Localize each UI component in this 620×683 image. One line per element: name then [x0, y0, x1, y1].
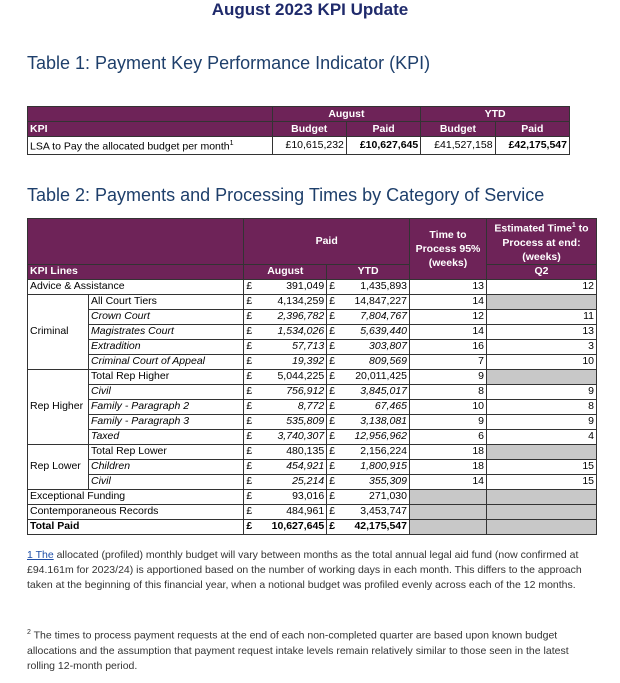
paid-header: Paid [244, 219, 410, 265]
row-label: Civil [89, 384, 244, 399]
footnote-1: 1 The allocated (profiled) monthly budget will vary between months as the total annual legal aid fund (now confirmed at £94.161m for 2023/24) is apportioned based on the number of working days in each month. This differs to the approach taken at the beginning of this financial year, when a notional budget was profiled evenly across each of the 12 months. [27, 549, 582, 591]
row-label: Advice & Assistance [28, 279, 244, 294]
amount: 2,396,782 [277, 310, 325, 322]
kpi-lines-header-blank [28, 219, 244, 265]
august-paid-value: £10,627,645 [346, 137, 420, 155]
currency-symbol: £ [246, 325, 253, 337]
amount: 10,627,645 [271, 520, 325, 532]
august-value [244, 444, 327, 459]
currency-symbol: £ [329, 520, 336, 532]
august-value [244, 294, 327, 309]
currency-symbol: £ [246, 385, 253, 397]
kpi-lines-header: KPI Lines [28, 264, 244, 279]
amount: 4,134,259 [277, 295, 325, 307]
kpi-table [27, 106, 570, 155]
row-label: Total Rep Lower [89, 444, 244, 459]
time-to-process-value: 16 [410, 339, 487, 354]
currency-symbol: £ [246, 520, 253, 532]
amount: 1,435,893 [360, 280, 407, 292]
table-row [28, 369, 597, 384]
ytd-value [327, 279, 410, 294]
august-value [244, 339, 327, 354]
amount: 303,807 [369, 340, 407, 352]
ytd-budget-value: £41,527,158 [421, 137, 495, 155]
estimated-time-value: 9 [487, 414, 597, 429]
estimated-time-value: 11 [487, 309, 597, 324]
row-label: All Court Tiers [89, 294, 244, 309]
ytd-value [327, 474, 410, 489]
ytd-paid-header: Paid [495, 122, 569, 137]
august-value [244, 399, 327, 414]
currency-symbol: £ [329, 280, 336, 292]
estimated-time-value [487, 504, 597, 519]
ytd-value [327, 519, 410, 534]
ytd-value [327, 429, 410, 444]
estimated-time-value [487, 444, 597, 459]
august-paid-header: Paid [346, 122, 420, 137]
ytd-value [327, 384, 410, 399]
table-row [28, 444, 597, 459]
ytd-header: YTD [327, 264, 410, 279]
august-value [244, 384, 327, 399]
ytd-value [327, 294, 410, 309]
currency-symbol: £ [246, 415, 253, 427]
august-header: August [244, 264, 327, 279]
ytd-value [327, 459, 410, 474]
currency-symbol: £ [329, 340, 336, 352]
table-row [28, 294, 597, 309]
amount: 355,309 [369, 475, 407, 487]
table-row [28, 474, 597, 489]
row-label: Taxed [89, 429, 244, 444]
currency-symbol: £ [246, 355, 253, 367]
currency-symbol: £ [329, 460, 336, 472]
time-to-process-value: 8 [410, 384, 487, 399]
row-label: Magistrates Court [89, 324, 244, 339]
time-to-process-value: 14 [410, 294, 487, 309]
estimated-time-value: 4 [487, 429, 597, 444]
currency-symbol: £ [329, 505, 336, 517]
amount: 5,639,440 [360, 325, 407, 337]
row-label: Total Rep Higher [89, 369, 244, 384]
row-group-label: Rep Higher [28, 369, 89, 444]
estimated-time-value [487, 294, 597, 309]
page-title: August 2023 KPI Update [211, 0, 409, 19]
time-to-process-value: 14 [410, 474, 487, 489]
estimated-time-value: 10 [487, 354, 597, 369]
currency-symbol: £ [246, 280, 253, 292]
row-label: Total Paid [28, 519, 244, 534]
amount: 7,804,767 [360, 310, 407, 322]
august-value [244, 489, 327, 504]
august-value [244, 354, 327, 369]
time-to-process-value [410, 489, 487, 504]
estimated-time-value: 15 [487, 474, 597, 489]
amount: 484,961 [286, 505, 325, 517]
ytd-value [327, 399, 410, 414]
row-label: Extradition [89, 339, 244, 354]
august-value [244, 414, 327, 429]
time-to-process-value: 9 [410, 369, 487, 384]
currency-symbol: £ [329, 430, 336, 442]
estimated-time-header: Estimated Time$^1$ to Process at end: (weeks) [487, 219, 597, 265]
august-budget-value: £10,615,232 [272, 137, 346, 155]
august-value [244, 369, 327, 384]
row-label: Crown Court [89, 309, 244, 324]
ytd-group-header: YTD [421, 107, 570, 122]
currency-symbol: £ [246, 430, 253, 442]
table-row [28, 279, 597, 294]
amount: 3,740,307 [277, 430, 325, 442]
currency-symbol: £ [329, 490, 336, 502]
row-group-label: Rep Lower [28, 444, 89, 489]
time-to-process-value: 7 [410, 354, 487, 369]
currency-symbol: £ [246, 295, 253, 307]
currency-symbol: £ [329, 415, 336, 427]
table-row [28, 519, 597, 534]
ytd-value [327, 339, 410, 354]
amount: 1,534,026 [277, 325, 325, 337]
estimated-time-value: 3 [487, 339, 597, 354]
time-to-process-value [410, 504, 487, 519]
time-to-process-value: 18 [410, 459, 487, 474]
august-value [244, 519, 327, 534]
currency-symbol: £ [329, 310, 336, 322]
ytd-value [327, 354, 410, 369]
estimated-time-value: 8 [487, 399, 597, 414]
row-label: Children [89, 459, 244, 474]
currency-symbol: £ [329, 355, 336, 367]
august-value [244, 324, 327, 339]
q2-header: Q2 [487, 264, 597, 279]
ytd-value [327, 414, 410, 429]
time-to-process-header: Time to Process 95% (weeks) [410, 219, 487, 280]
footnote-1-marker[interactable]: 1 The [27, 549, 54, 561]
amount: 2,156,224 [360, 445, 407, 457]
estimated-time-value [487, 519, 597, 534]
estimated-time-value: 15 [487, 459, 597, 474]
currency-symbol: £ [246, 460, 253, 472]
amount: 480,135 [286, 445, 325, 457]
august-budget-header: Budget [272, 122, 346, 137]
amount: 5,044,225 [277, 370, 325, 382]
estimated-time-value [487, 369, 597, 384]
currency-symbol: £ [246, 475, 253, 487]
row-label: Exceptional Funding [28, 489, 244, 504]
amount: 42,175,547 [354, 520, 407, 532]
currency-symbol: £ [329, 445, 336, 457]
currency-symbol: £ [329, 295, 336, 307]
amount: 454,921 [286, 460, 325, 472]
amount: 391,049 [286, 280, 325, 292]
amount: 19,392 [292, 355, 325, 367]
estimated-time-value [487, 489, 597, 504]
amount: 12,956,962 [354, 430, 407, 442]
currency-symbol: £ [246, 370, 253, 382]
currency-symbol: £ [246, 490, 253, 502]
kpi-column-header: KPI [28, 122, 273, 137]
table-row [28, 309, 597, 324]
category-table [27, 218, 597, 535]
ytd-value [327, 444, 410, 459]
august-value [244, 429, 327, 444]
currency-symbol: £ [246, 340, 253, 352]
estimated-time-value: 12 [487, 279, 597, 294]
table2-heading: Table 2: Payments and Processing Times by Category of Service [27, 185, 545, 205]
august-value [244, 474, 327, 489]
ytd-value [327, 504, 410, 519]
august-value [244, 504, 327, 519]
currency-symbol: £ [329, 475, 336, 487]
time-to-process-value [410, 519, 487, 534]
amount: 8,772 [297, 400, 325, 412]
row-label: Criminal Court of Appeal [89, 354, 244, 369]
row-group-label: Criminal [28, 294, 89, 369]
ytd-value [327, 489, 410, 504]
amount: 3,138,081 [360, 415, 407, 427]
time-to-process-value: 12 [410, 309, 487, 324]
amount: 25,214 [292, 475, 325, 487]
estimated-time-value: 13 [487, 324, 597, 339]
table-row [28, 399, 597, 414]
table-row [28, 414, 597, 429]
table-row [28, 324, 597, 339]
currency-symbol: £ [329, 325, 336, 337]
august-value [244, 459, 327, 474]
amount: 1,800,915 [360, 460, 407, 472]
time-to-process-value: 9 [410, 414, 487, 429]
currency-symbol: £ [329, 370, 336, 382]
august-group-header: August [272, 107, 421, 122]
ytd-value [327, 369, 410, 384]
table-row [28, 339, 597, 354]
row-label: Family - Paragraph 3 [89, 414, 244, 429]
amount: 14,847,227 [354, 295, 407, 307]
time-to-process-value: 10 [410, 399, 487, 414]
amount: 756,912 [286, 385, 325, 397]
amount: 271,030 [369, 490, 407, 502]
time-to-process-value: 13 [410, 279, 487, 294]
kpi-row-label: LSA to Pay the allocated budget per month$^1$ [28, 137, 273, 155]
amount: 57,713 [292, 340, 325, 352]
table-row [28, 384, 597, 399]
time-to-process-value: 18 [410, 444, 487, 459]
amount: 535,809 [286, 415, 325, 427]
currency-symbol: £ [246, 505, 253, 517]
amount: 3,453,747 [360, 505, 407, 517]
amount: 3,845,017 [360, 385, 407, 397]
ytd-budget-header: Budget [421, 122, 495, 137]
table-row [28, 354, 597, 369]
ytd-paid-value: £42,175,547 [495, 137, 569, 155]
time-to-process-value: 14 [410, 324, 487, 339]
amount: 809,569 [369, 355, 407, 367]
row-label: Contemporaneous Records [28, 504, 244, 519]
amount: 67,465 [374, 400, 407, 412]
table-row [28, 429, 597, 444]
currency-symbol: £ [329, 400, 336, 412]
table-row [28, 489, 597, 504]
august-value [244, 309, 327, 324]
row-label: Civil [89, 474, 244, 489]
currency-symbol: £ [246, 400, 253, 412]
estimated-time-value: 9 [487, 384, 597, 399]
august-value [244, 279, 327, 294]
amount: 93,016 [292, 490, 325, 502]
currency-symbol: £ [246, 445, 253, 457]
currency-symbol: £ [246, 310, 253, 322]
ytd-value [327, 324, 410, 339]
amount: 20,011,425 [355, 370, 407, 382]
table1-heading: Table 1: Payment Key Performance Indicator (KPI) [27, 53, 431, 73]
kpi-header-blank [28, 107, 273, 122]
time-to-process-value: 6 [410, 429, 487, 444]
row-label: Family - Paragraph 2 [89, 399, 244, 414]
ytd-value [327, 309, 410, 324]
currency-symbol: £ [329, 385, 336, 397]
footnote-2: $^2$ The times to process payment requests at the end of each non-completed quarter are based upon known budget allocations and the assumption that payment request intake levels remain relatively similar to those seen in the latest rolling 12-month period. [27, 629, 569, 672]
table-row [28, 459, 597, 474]
table-row [28, 504, 597, 519]
